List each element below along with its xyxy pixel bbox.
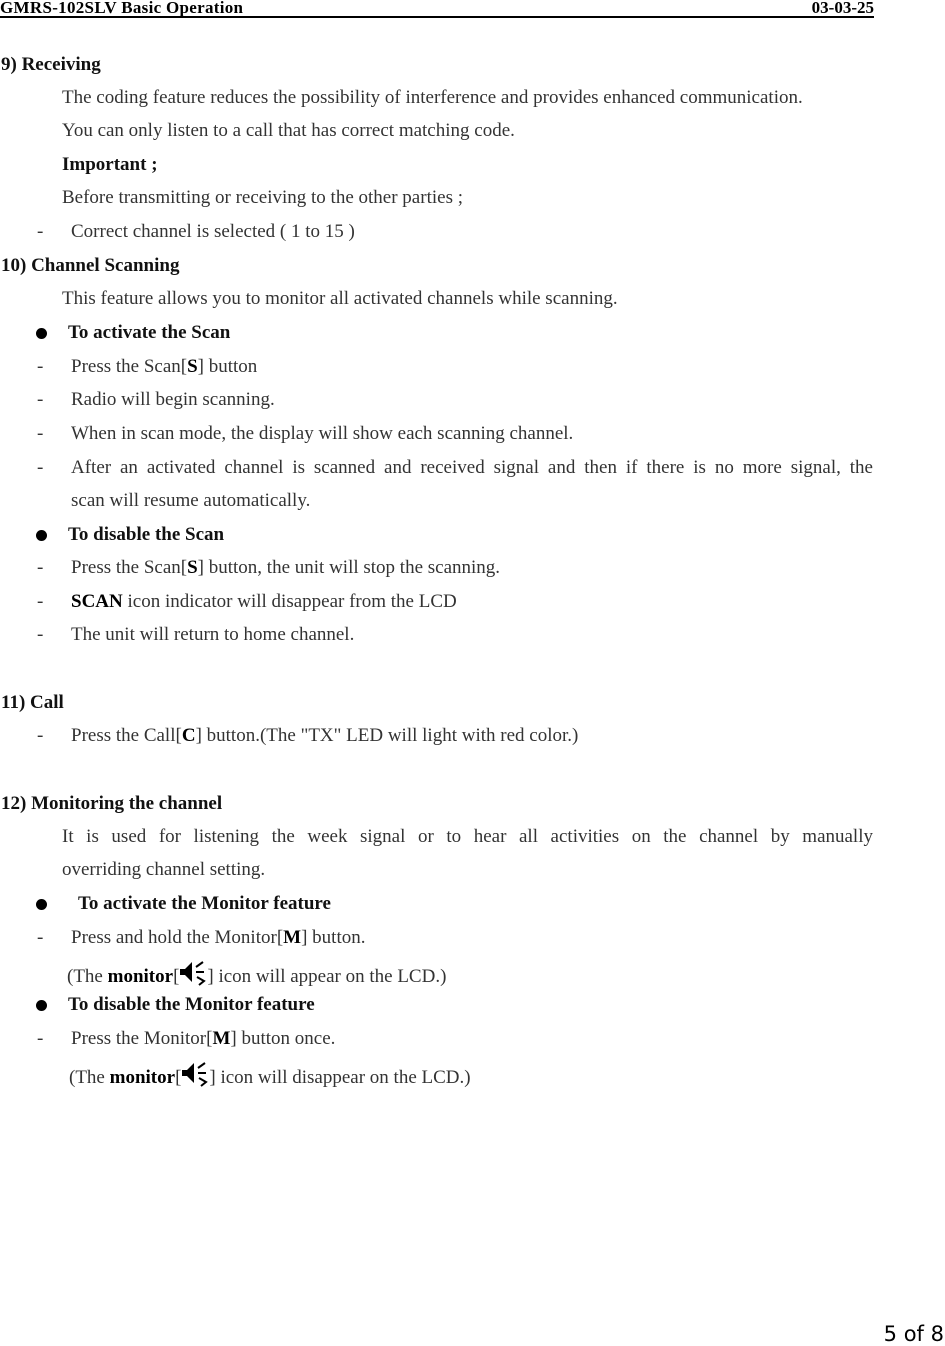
activate-scan-title: To activate the Scan [68, 322, 231, 343]
key-label: M [283, 927, 302, 948]
key-label: S [187, 356, 198, 377]
text-part: Press the Scan[ [71, 356, 188, 377]
list-item-text [71, 927, 365, 949]
list-item-text [71, 725, 578, 747]
list-item-text [71, 557, 500, 579]
text-part: Press the Monitor[ [71, 1028, 213, 1049]
bullet-dot-icon [36, 899, 47, 910]
key-label: monitor [109, 1067, 176, 1088]
document-title: GMRS-102SLV Basic Operation [0, 0, 244, 17]
text-part: Press the Scan[ [71, 557, 188, 578]
section-9-paragraph-3: Before transmitting or receiving to the other parties ; [62, 187, 463, 208]
list-item-text [71, 356, 257, 378]
text-part: [ [173, 966, 180, 987]
section-12-paragraph-line-2: overriding channel setting. [62, 859, 266, 880]
list-item-text [71, 591, 457, 613]
dash-marker: - [37, 221, 44, 242]
text-part: ] button once. [230, 1028, 336, 1049]
list-item-continuation: scan will resume automatically. [71, 490, 311, 511]
dash-marker: - [37, 389, 44, 410]
text-part: ] button.(The "TX" LED will light with red color.) [195, 725, 579, 746]
section-12-heading: 12) Monitoring the channel [1, 793, 223, 814]
list-item-text: Correct channel is selected ( 1 to 15 ) [71, 221, 355, 242]
list-item-text: When in scan mode, the display will show each scanning channel. [71, 423, 574, 444]
text-part: ] icon will disappear on the LCD.) [209, 1067, 471, 1088]
text-part: ] button. [301, 927, 366, 948]
bullet-dot-icon [36, 1000, 47, 1011]
section-9-heading: 9) Receiving [1, 54, 101, 75]
list-item-text [71, 1028, 335, 1050]
monitor-disappear-note [69, 1062, 471, 1091]
dash-marker: - [37, 1028, 44, 1049]
disable-monitor-title: To disable the Monitor feature [68, 994, 315, 1015]
list-item-text: Radio will begin scanning. [71, 389, 275, 410]
text-part: Press and hold the Monitor[ [71, 927, 284, 948]
dash-marker: - [37, 624, 44, 645]
section-12-paragraph-line-1: It is used for listening the week signal or to hear all activities on the channel by manually [62, 826, 873, 847]
text-part: ] button, the unit will stop the scanning. [197, 557, 501, 578]
section-9-important-label: Important ; [62, 154, 158, 175]
page-header [0, 0, 874, 18]
activate-monitor-title: To activate the Monitor feature [78, 893, 331, 914]
document-date: 03-03-25 [811, 0, 874, 17]
dash-marker: - [37, 927, 44, 948]
key-label: S [187, 557, 198, 578]
dash-marker: - [37, 557, 44, 578]
speaker-monitor-icon [181, 1062, 209, 1088]
dash-marker: - [37, 725, 44, 746]
bullet-dot-icon [36, 328, 47, 339]
dash-marker: - [37, 457, 44, 478]
dash-marker: - [37, 356, 44, 377]
text-part: Press the Call[ [71, 725, 182, 746]
text-part: ] button [197, 356, 258, 377]
text-part: icon indicator will disappear from the LCD [122, 591, 457, 612]
section-11-heading: 11) Call [1, 692, 64, 713]
text-part: (The [69, 1067, 110, 1088]
section-10-paragraph: This feature allows you to monitor all activated channels while scanning. [62, 288, 618, 309]
bullet-dot-icon [36, 530, 47, 541]
text-part: [ [175, 1067, 182, 1088]
list-item-text: After an activated channel is scanned and received signal and then if there is no more signal, the [71, 457, 873, 478]
page-number: 5 of 8 [883, 1322, 944, 1346]
section-10-heading: 10) Channel Scanning [1, 255, 180, 276]
dash-marker: - [37, 423, 44, 444]
section-9-paragraph-2: You can only listen to a call that has correct matching code. [62, 120, 515, 141]
key-label: monitor [107, 966, 174, 987]
text-part: (The [67, 966, 108, 987]
section-9-paragraph-1: The coding feature reduces the possibility of interference and provides enhanced communication. [62, 87, 803, 108]
monitor-appear-note [67, 961, 446, 990]
key-label: C [181, 725, 196, 746]
key-label: SCAN [71, 591, 123, 612]
dash-marker: - [37, 591, 44, 612]
list-item-text: The unit will return to home channel. [71, 624, 355, 645]
disable-scan-title: To disable the Scan [68, 524, 225, 545]
text-part: ] icon will appear on the LCD.) [207, 966, 447, 987]
speaker-monitor-icon [179, 961, 207, 987]
key-label: M [212, 1028, 231, 1049]
